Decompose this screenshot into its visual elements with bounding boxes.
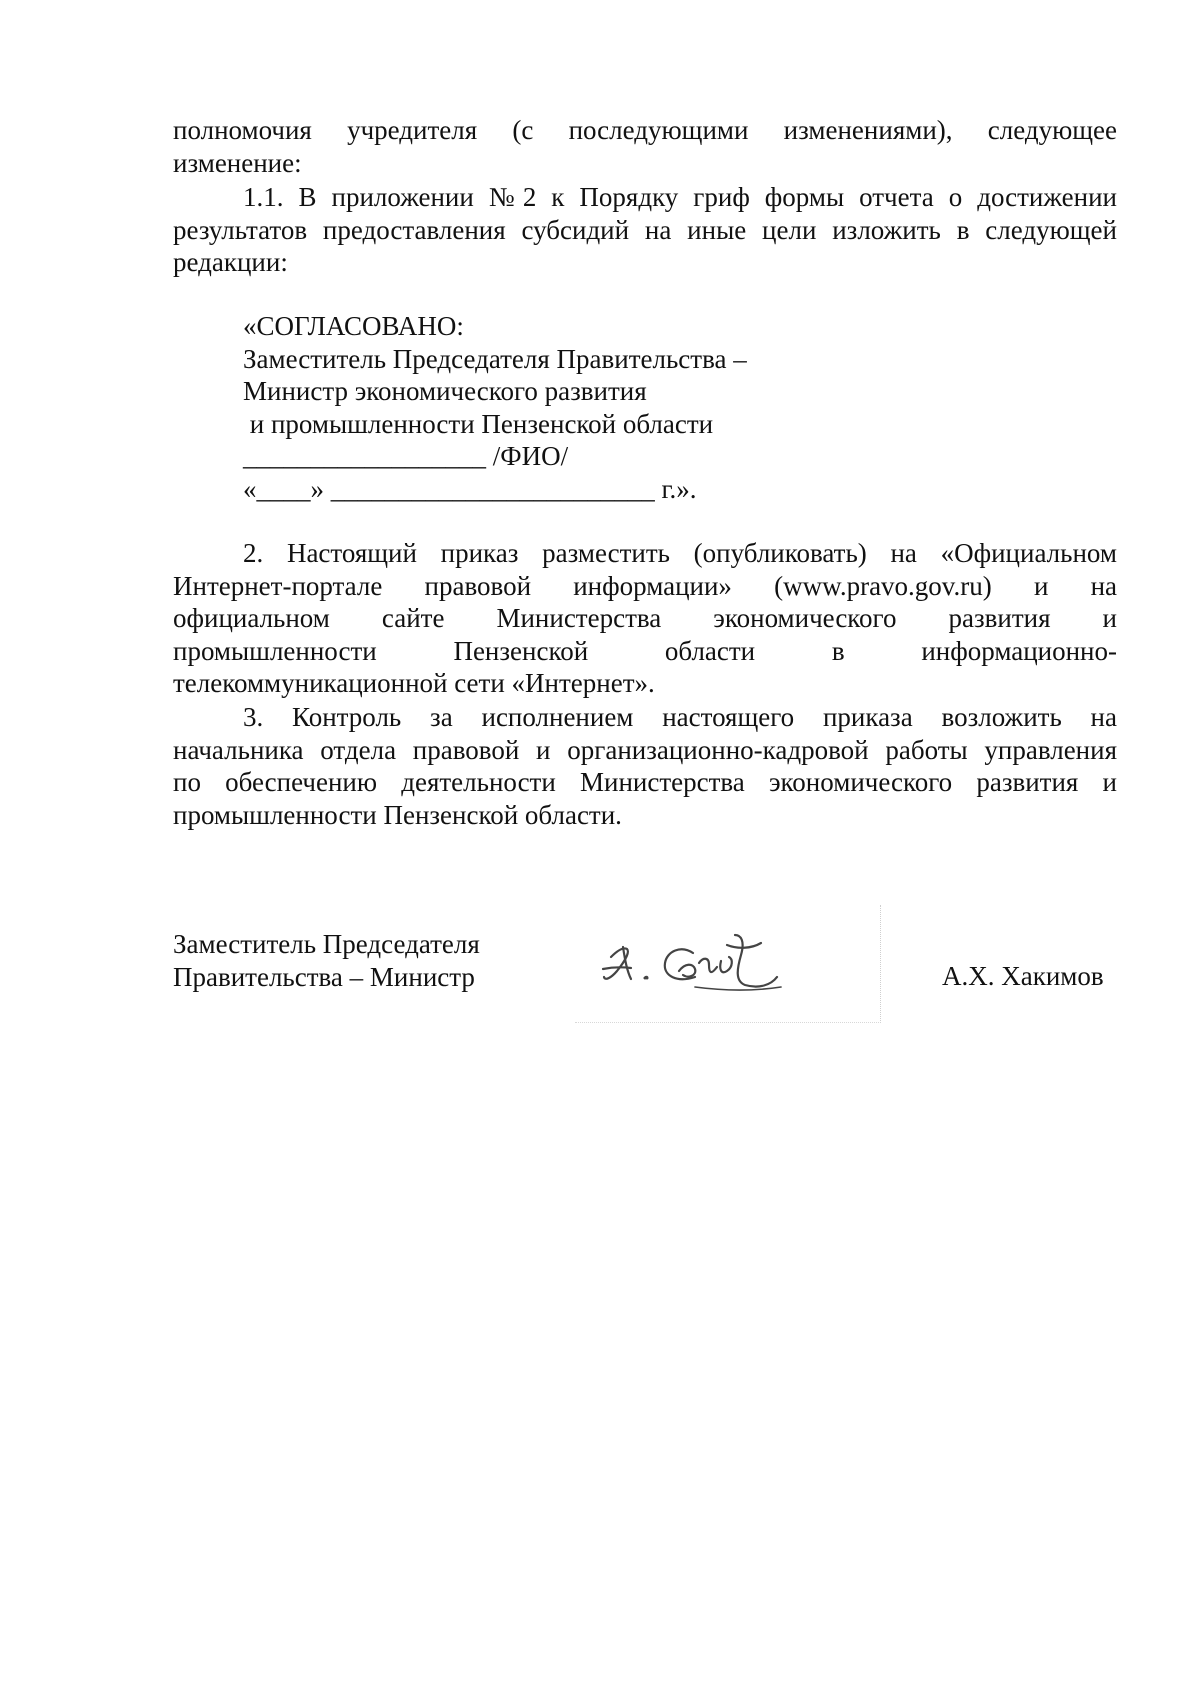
paragraph-line: официальном сайте Министерства экономического развития и xyxy=(173,603,1117,633)
signatory-position-line: Заместитель Председателя xyxy=(173,929,480,959)
paragraph-line: телекоммуникационной сети «Интернет». xyxy=(173,668,655,698)
signatory-name: А.Х. Хакимов xyxy=(942,961,1104,991)
paragraph-1-1 xyxy=(173,181,1117,279)
stamp-line: «____» ________________________ г.». xyxy=(243,473,697,504)
paragraph-line: промышленности Пензенской области. xyxy=(173,799,622,830)
paragraph-line: 2. Настоящий приказ разместить (опубликовать) на «Официальном xyxy=(243,538,1117,568)
paragraph-line: 3. Контроль за исполнением настоящего приказа возложить на xyxy=(243,702,1117,732)
paragraph-founder-powers xyxy=(173,114,1117,179)
stamp-line: и промышленности Пензенской области xyxy=(243,408,714,439)
approval-stamp xyxy=(243,310,747,505)
stamp-line: «СОГЛАСОВАНО: xyxy=(243,311,464,341)
paragraph-line: по обеспечению деятельности Министерства экономического развития и xyxy=(173,767,1117,797)
signatory-position xyxy=(173,928,480,993)
paragraph-line: начальника отдела правовой и организационно-кадровой работы управления xyxy=(173,734,1117,765)
paragraph-2 xyxy=(173,537,1117,700)
signatory-position-line: Правительства – Министр xyxy=(173,961,475,992)
handwritten-signature xyxy=(575,905,881,1023)
paragraph-line: 1.1. В приложении №2 к Порядку гриф формы отчета о достижении xyxy=(243,182,1117,212)
paragraph-line: полномочия учредителя (с последующими изменениями), следующее xyxy=(173,115,1117,145)
paragraph-line: результатов предоставления субсидий на иные цели изложить в следующей xyxy=(173,214,1117,245)
paragraph-3 xyxy=(173,701,1117,831)
paragraph-line: изменение: xyxy=(173,147,302,178)
paragraph-line: редакции: xyxy=(173,247,288,277)
stamp-line: Заместитель Председателя Правительства – xyxy=(243,343,747,374)
stamp-line: Министр экономического развития xyxy=(243,376,647,406)
stamp-line: __________________ /ФИО/ xyxy=(243,441,569,471)
signature-icon xyxy=(575,905,880,1022)
paragraph-line: Интернет-портале правовой информации» (www.pravo.gov.ru) и на xyxy=(173,570,1117,601)
paragraph-line: промышленности Пензенской области в информационно- xyxy=(173,635,1117,666)
